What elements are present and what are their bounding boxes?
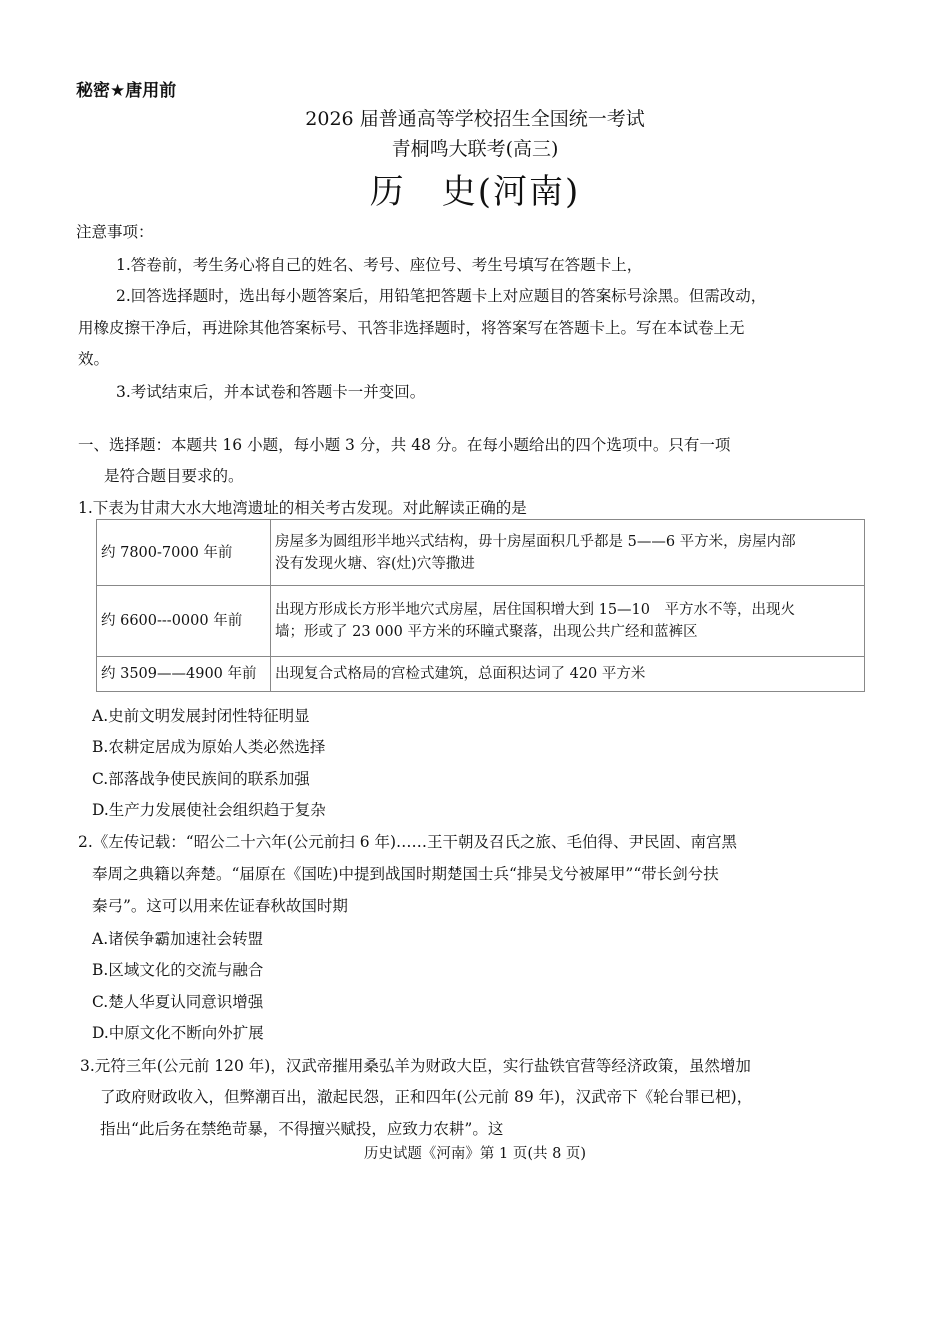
q1-option-d[interactable]: D.生产力发展使社会组织趋于复杂: [92, 801, 326, 819]
table-desc-cell: [271, 520, 865, 586]
q2-option-c[interactable]: C.楚人华夏认同意识增强: [92, 993, 264, 1011]
notice-item-1: 1.答卷前，考生务心将自己的姓名、考号、座位号、考生号填写在答题卡上，: [116, 256, 643, 274]
q2-stem-line1: 2.《左传记载：“昭公二十六年(公元前扫 6 年)……王干朝及召氏之旅、毛伯得、尹民固、南宫黑: [78, 833, 738, 851]
table-row: [97, 657, 865, 692]
notice-item-2-line1: 2.回答选择题时，选出每小题答案后，用铅笔把答题卡上对应题目的答案标号涂黑。但需改动，: [116, 287, 767, 305]
table-desc-line: 没有发现火塘、容(灶)穴等撒进: [275, 555, 475, 572]
table-row: [97, 520, 865, 586]
notice-item-3: 3.考试结束后，并本试卷和答题卡一并变回。: [116, 383, 426, 401]
table-desc-cell: [271, 586, 865, 657]
table-desc-line: 房屋多为圆组形半地兴式结构，毋十房屋面积几乎都是 5——6 平方米，房屋内部: [275, 533, 796, 550]
table-row: [97, 586, 865, 657]
q3-stem-line1: 3.元符三年(公元前 120 年)，汉武帝摧用桑弘羊为财政大臣，实行盐铁官营等经济政策，虽然增加: [80, 1057, 751, 1075]
q3-stem-line2: 了政府财政收入，但弊潮百出，澈起民怨，正和四年(公元前 89 年)，汉武帝下《轮台罪已杷)，: [100, 1088, 753, 1106]
notice-item-2-line3: 效。: [78, 350, 110, 368]
q2-option-b[interactable]: B.区域文化的交流与融合: [92, 961, 264, 979]
subject-title: 历 史(河南): [369, 172, 581, 212]
notice-title: 注意事项：: [76, 223, 154, 241]
q1-option-c[interactable]: C.部落战争使民族间的联系加强: [92, 770, 310, 788]
q1-stem: 1.下表为甘肃大水大地湾遗址的相关考古发现。对此解读正确的是: [78, 499, 527, 517]
table-period-cell: 约 3509——4900 年前: [97, 657, 271, 692]
archaeology-table: [96, 519, 865, 692]
table-desc-line: 出现方形成长方形半地穴式房屋，居住国积增大到 15—10 平方水不等，出现火: [275, 602, 796, 618]
section-heading: 一、选择题：本题共 16 小题，每小题 3 分，共 48 分。在每小题给出的四个选项中。只有一项: [78, 436, 731, 454]
table-period-cell: 约 7800-7000 年前: [97, 520, 271, 586]
q2-option-d[interactable]: D.中原文化不断向外扩展: [92, 1024, 264, 1042]
q2-stem-line2: 奉周之典籍以奔楚。“届原在《国咗)中提到战国时期楚国士兵“排吴戈兮被犀甲”“带长剑兮扶: [92, 865, 719, 883]
page-footer: 历史试题《河南》第 1 页(共 8 页): [363, 1146, 587, 1162]
confidential-label: 秘密★唐用前: [76, 81, 177, 101]
exam-subtitle: 青桐鸣大联考(高三): [391, 138, 559, 160]
section-heading-cont: 是符合题目要求的。: [104, 467, 244, 485]
notice-item-2-line2: 用橡皮擦干净后，再进除其他答案标号、卂答非选择题时，将答案写在答题卡上。写在本试卷上无: [78, 319, 745, 337]
q3-stem-line3: 指出“此后务在禁绝苛暴，不得擅兴赋投，应致力农耕”。这: [100, 1120, 504, 1138]
table-desc-line: 出现复合式格局的宫检式建筑，总面积达词了 420 平方米: [275, 666, 646, 682]
q2-stem-line3: 秦弓”。这可以用来佐证春秋故国时期: [92, 897, 348, 915]
table-period-cell: 约 6600---0000 年前: [97, 586, 271, 657]
table-desc-line: 墙；形或了 23 000 平方米的环瞳式聚落，出现公共广经和蓝裤区: [275, 624, 698, 640]
table-desc-cell: [271, 657, 865, 692]
q2-option-a[interactable]: A.诸侯争霸加速社会转盟: [92, 930, 264, 948]
exam-title: 2026 届普通高等学校招生全国统一考试: [305, 108, 645, 130]
q1-option-b[interactable]: B.农耕定居成为原始人类必然选择: [92, 738, 326, 756]
q1-option-a[interactable]: A.史前文明发展封闭性特征明显: [92, 707, 310, 725]
